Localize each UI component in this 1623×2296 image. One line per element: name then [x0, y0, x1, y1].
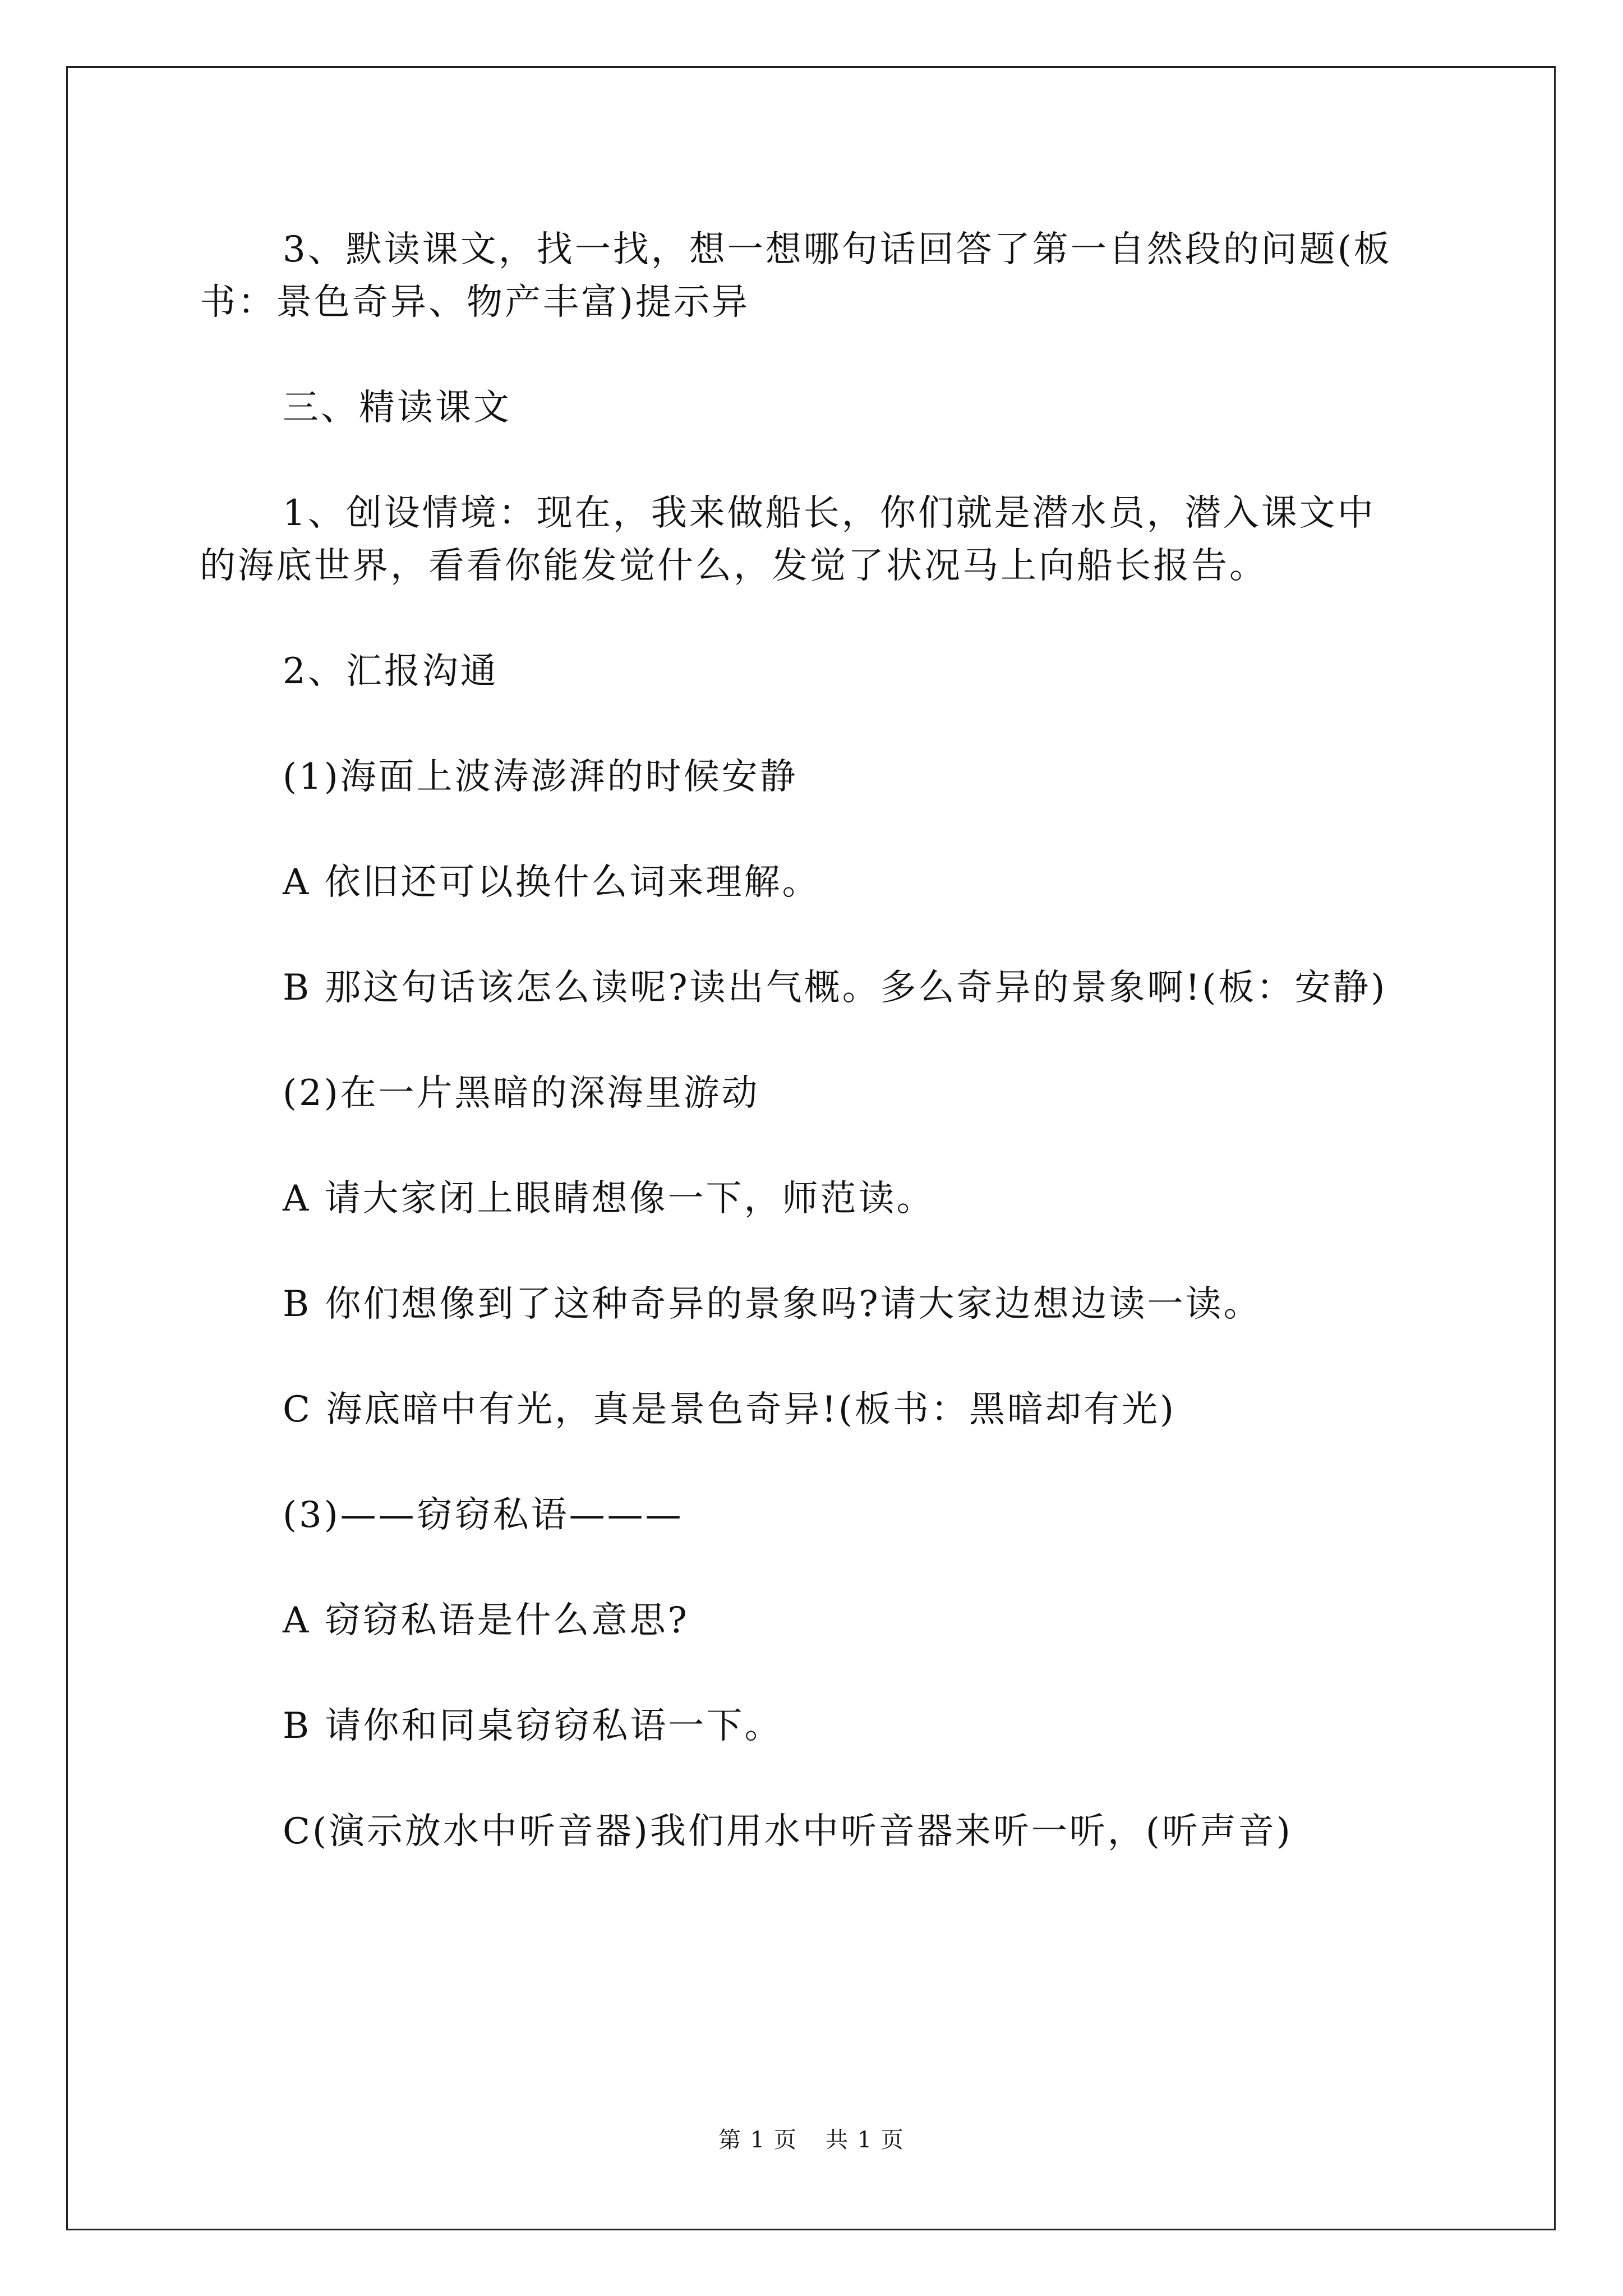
paragraph-line: 1、创设情境：现在，我来做船长，你们就是潜水员，潜入课文中: [283, 493, 1376, 534]
paragraph-line: 2、汇报沟通: [283, 651, 499, 692]
paragraph-line: C 海底暗中有光，真是景色奇异!(板书：黑暗却有光): [283, 1389, 1176, 1430]
paragraph-line: C(演示放水中听音器)我们用水中听音器来听一听，(听声音): [283, 1811, 1293, 1852]
section-heading: 三、精读课文: [283, 387, 511, 429]
paragraph-line: 书：景色奇异、物产丰富)提示异: [200, 282, 750, 323]
paragraph-line: (1)海面上波涛澎湃的时候安静: [283, 756, 798, 798]
paragraph-line: B 你们想像到了这种奇异的景象吗?请大家边想边读一读。: [283, 1283, 1262, 1325]
paragraph-line: A 请大家闭上眼睛想像一下，师范读。: [283, 1178, 935, 1220]
paragraph-line: 3、默读课文，找一找，想一想哪句话回答了第一自然段的问题(板: [283, 229, 1392, 270]
page-footer: [0, 2126, 1623, 2154]
paragraph-line: (2)在一片黑暗的深海里游动: [283, 1073, 760, 1114]
paragraph-line: (3)——窃窃私语———: [283, 1494, 684, 1536]
document-body: [200, 223, 1433, 1858]
paragraph-line: B 请你和同桌窃窃私语一下。: [283, 1705, 783, 1747]
paragraph-line: A 依旧还可以换什么词来理解。: [283, 862, 820, 903]
paragraph-line: B 那这句话该怎么读呢?读出气概。多么奇异的景象啊!(板：安静): [283, 967, 1387, 1009]
paragraph-line: A 窃窃私语是什么意思?: [283, 1600, 689, 1641]
paragraph-line: 的海底世界，看看你能发觉什么，发觉了状况马上向船长报告。: [200, 545, 1267, 587]
page-number: 第 1 页: [718, 2127, 797, 2153]
page-total: 共 1 页: [826, 2127, 905, 2153]
